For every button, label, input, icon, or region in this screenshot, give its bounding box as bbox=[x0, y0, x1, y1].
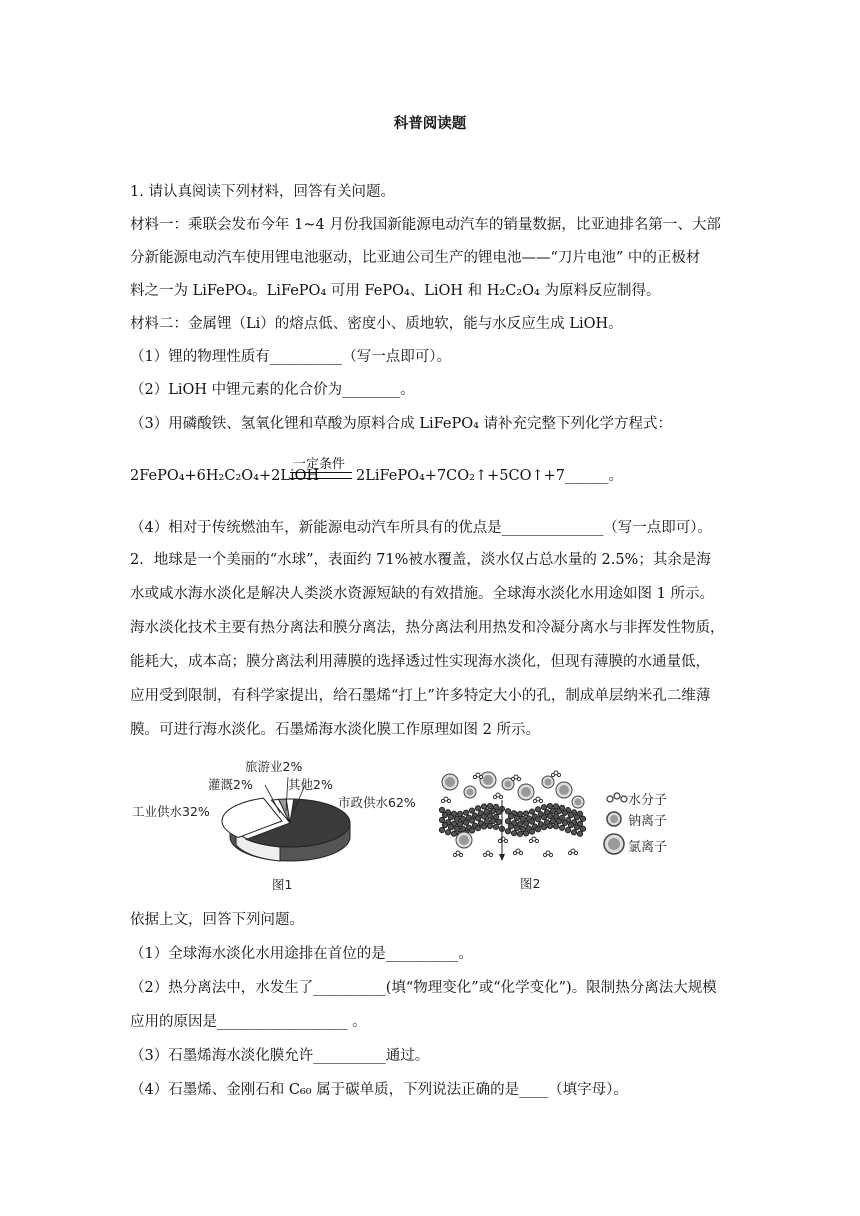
graphene-atom bbox=[490, 818, 495, 823]
water-molecule-h bbox=[504, 839, 507, 842]
graphene-atom bbox=[448, 815, 453, 820]
q2-line2: 水或咸水海水淡化是解决人类淡水资源短缺的有效措施。全球海水淡化水用途如图 1 所示。 bbox=[130, 586, 714, 602]
graphene-atom bbox=[565, 828, 570, 833]
graphene-atom bbox=[535, 817, 540, 822]
graphene-atom bbox=[451, 831, 456, 836]
graphene-atom bbox=[556, 809, 561, 814]
graphene-atom bbox=[574, 825, 579, 830]
equation-left: 2FePO₄+6H₂C₂O₄+2LiOH bbox=[130, 468, 320, 484]
graphene-atom bbox=[487, 803, 492, 808]
graphene-atom bbox=[514, 826, 519, 831]
q1-material2: 材料二：金属锂（Li）的熔点低、密度小、质地软，能与水反应生成 LiOH。 bbox=[130, 316, 623, 332]
graphene-atom bbox=[496, 809, 501, 814]
q1-sub4: （4）相对于传统燃油车，新能源电动汽车所具有的优点是______________（写一点即可）。 bbox=[130, 520, 712, 536]
graphene-atom bbox=[523, 831, 528, 836]
graphene-atom bbox=[454, 826, 459, 831]
graphene-atom bbox=[523, 811, 528, 816]
graphene-atom bbox=[553, 814, 558, 819]
pie-label-irrigation: 灌溉2% bbox=[208, 777, 253, 792]
graphene-atom bbox=[553, 824, 558, 829]
water-molecule-h bbox=[549, 853, 552, 856]
graphene-atom bbox=[442, 812, 447, 817]
q1-material1-line3: 料之一为 LiFePO₄。LiFePO₄ 可用 FePO₄、LiOH 和 H₂C₂O₄ 为原料反应制得。 bbox=[130, 283, 661, 299]
graphene-atom bbox=[475, 806, 480, 811]
chloride-ion-core bbox=[521, 787, 531, 797]
graphene-atom bbox=[505, 819, 510, 824]
page-title: 科普阅读题 bbox=[393, 116, 467, 132]
legend-sodium-icon bbox=[604, 809, 624, 829]
graphene-atom bbox=[514, 816, 519, 821]
graphene-atom bbox=[517, 831, 522, 836]
q1-sub2: （2）LiOH 中锂元素的化合价为________。 bbox=[130, 382, 415, 398]
graphene-atom bbox=[469, 818, 474, 823]
water-molecule-h bbox=[519, 851, 522, 854]
q2-sub2-line1: （2）热分离法中，水发生了__________(填“物理变化”或“化学变化”)。限制热分离法大规模 bbox=[130, 980, 717, 996]
legend-sodium-label: 钠离子 bbox=[628, 814, 668, 829]
q2-line6: 膜。可进行海水淡化。石墨烯海水淡化膜工作原理如图 2 所示。 bbox=[130, 722, 540, 738]
legend-chloride-icon bbox=[602, 832, 626, 856]
graphene-atom bbox=[562, 810, 567, 815]
graphene-atom bbox=[475, 816, 480, 821]
q2-sub1: （1）全球海水淡化水用途排在首位的是__________。 bbox=[130, 946, 473, 962]
pie-label-industry: 工业供水32% bbox=[132, 804, 210, 819]
q2-line1: 2．地球是一个美丽的“水球”，表面约 71%被水覆盖，淡水仅占总水量的 2.5%；其余是海 bbox=[130, 552, 711, 568]
q2-after-figure: 依据上文，回答下列问题。 bbox=[130, 912, 304, 928]
graphene-atom bbox=[505, 809, 510, 814]
chloride-ion-core bbox=[459, 835, 469, 845]
flow-arrow-head bbox=[499, 854, 505, 861]
graphene-atom bbox=[574, 815, 579, 820]
q2-sub3: （3）石墨烯海水淡化膜允许__________通过。 bbox=[130, 1048, 430, 1064]
graphene-atom bbox=[454, 816, 459, 821]
q2-line3: 海水淡化技术主要有热分离法和膜分离法，热分离法利用热发和冷凝分离水与非挥发性物质， bbox=[130, 620, 725, 636]
graphene-atom bbox=[553, 804, 558, 809]
graphene-atom bbox=[490, 808, 495, 813]
graphene-atom bbox=[508, 824, 513, 829]
chloride-ion-core bbox=[445, 777, 455, 787]
graphene-atom bbox=[523, 821, 528, 826]
pie-label-tourism: 旅游业2% bbox=[245, 759, 303, 774]
q2-sub2-line2: 应用的原因是__________________ 。 bbox=[130, 1014, 367, 1030]
figure-2-caption: 图2 bbox=[520, 876, 541, 891]
graphene-atom bbox=[529, 809, 534, 814]
graphene-atom bbox=[529, 819, 534, 824]
legend-water-label: 水分子 bbox=[628, 793, 668, 808]
figure-1 bbox=[130, 755, 430, 895]
graphene-atom bbox=[529, 829, 534, 834]
graphene-atom bbox=[580, 816, 585, 821]
graphene-atom bbox=[463, 810, 468, 815]
graphene-atom bbox=[556, 819, 561, 824]
graphene-atom bbox=[439, 817, 444, 822]
sodium-ion-core bbox=[545, 779, 552, 786]
graphene-atom bbox=[439, 807, 444, 812]
graphene-atom bbox=[550, 818, 555, 823]
graphene-atom bbox=[505, 829, 510, 834]
legend-water-icon bbox=[604, 792, 630, 806]
graphene-atom bbox=[559, 825, 564, 830]
graphene-atom bbox=[562, 820, 567, 825]
graphene-atom bbox=[577, 831, 582, 836]
graphene-atom bbox=[541, 805, 546, 810]
chloride-ion-core bbox=[559, 785, 569, 795]
water-molecule-h bbox=[574, 851, 577, 854]
graphene-atom bbox=[481, 814, 486, 819]
chloride-ion-core bbox=[483, 775, 493, 785]
graphene-atom bbox=[475, 826, 480, 831]
graphene-atom bbox=[547, 823, 552, 828]
water-molecule-h bbox=[459, 853, 462, 856]
graphene-atom bbox=[445, 830, 450, 835]
water-molecule-h bbox=[517, 777, 520, 780]
graphene-atom bbox=[511, 831, 516, 836]
pie-label-municipal: 市政供水62% bbox=[338, 795, 416, 810]
sodium-ion-core bbox=[467, 789, 474, 796]
water-molecule-h bbox=[447, 799, 450, 802]
graphene-atom bbox=[541, 815, 546, 820]
water-molecule-h bbox=[479, 775, 482, 778]
graphene-atom bbox=[448, 825, 453, 830]
graphene-atom bbox=[508, 814, 513, 819]
graphene-atom bbox=[580, 826, 585, 831]
water-molecule-h bbox=[557, 773, 560, 776]
graphene-atom bbox=[496, 819, 501, 824]
graphene-atom bbox=[457, 821, 462, 826]
graphene-atom bbox=[571, 830, 576, 835]
graphene-atom bbox=[568, 813, 573, 818]
graphene-atom bbox=[469, 828, 474, 833]
graphene-atom bbox=[457, 811, 462, 816]
q2-line5: 应用受到限制，有科学家提出，给石墨烯“打上”许多特定大小的孔，制成单层纳米孔二维薄 bbox=[130, 688, 711, 704]
water-molecule-h bbox=[539, 799, 542, 802]
graphene-atom bbox=[463, 820, 468, 825]
graphene-atom bbox=[442, 822, 447, 827]
q2-line4: 能耗大，成本高；膜分离法利用薄膜的选择透过性实现海水淡化，但现有薄膜的水通量低， bbox=[130, 654, 710, 670]
pie-label-other: 其他2% bbox=[288, 777, 333, 792]
equation-arrow bbox=[290, 472, 352, 479]
q1-sub3: （3）用磷酸铁、氢氧化锂和草酸为原料合成 LiFePO₄ 请补充完整下列化学方程式： bbox=[130, 416, 673, 432]
graphene-atom bbox=[481, 824, 486, 829]
graphene-atom bbox=[469, 808, 474, 813]
figure-1-caption: 图1 bbox=[272, 877, 293, 892]
graphene-atom bbox=[439, 827, 444, 832]
q1-intro: 1. 请认真阅读下列材料，回答有关问题。 bbox=[130, 184, 395, 200]
water-molecule-h bbox=[489, 853, 492, 856]
q1-sub1: （1）锂的物理性质有__________（写一点即可）。 bbox=[130, 349, 451, 365]
graphene-atom bbox=[535, 807, 540, 812]
legend-chloride-label: 氯离子 bbox=[628, 840, 668, 855]
graphene-atom bbox=[568, 823, 573, 828]
graphene-atom bbox=[550, 808, 555, 813]
equation-right: 2LiFePO₄+7CO₂↑+5CO↑+7______。 bbox=[356, 468, 623, 484]
q1-material1-line1: 材料一：乘联会发布今年 1~4 月份我国新能源电动汽车的销量数据，比亚迪排名第一、大部 bbox=[130, 217, 721, 233]
sodium-ion-core bbox=[575, 799, 582, 806]
q1-material1-line2: 分新能源电动汽车使用锂电池驱动，比亚迪公司生产的锂电池——“刀片电池” 中的正极材 bbox=[130, 250, 701, 266]
graphene-atom bbox=[547, 803, 552, 808]
graphene-atom bbox=[547, 813, 552, 818]
graphene-atom bbox=[493, 824, 498, 829]
membrane-diagram bbox=[438, 770, 588, 865]
water-molecule-h bbox=[535, 839, 538, 842]
graphene-atom bbox=[487, 823, 492, 828]
graphene-atom bbox=[535, 827, 540, 832]
graphene-atom bbox=[481, 804, 486, 809]
q2-sub4: （4）石墨烯、金刚石和 C₆₀ 属于碳单质，下列说法正确的是____（填字母）。 bbox=[130, 1082, 628, 1098]
graphene-atom bbox=[541, 825, 546, 830]
sodium-ion-core bbox=[505, 781, 512, 788]
water-molecule-h bbox=[499, 795, 502, 798]
graphene-atom bbox=[487, 813, 492, 818]
equation-condition: 一定条件 bbox=[293, 457, 346, 472]
